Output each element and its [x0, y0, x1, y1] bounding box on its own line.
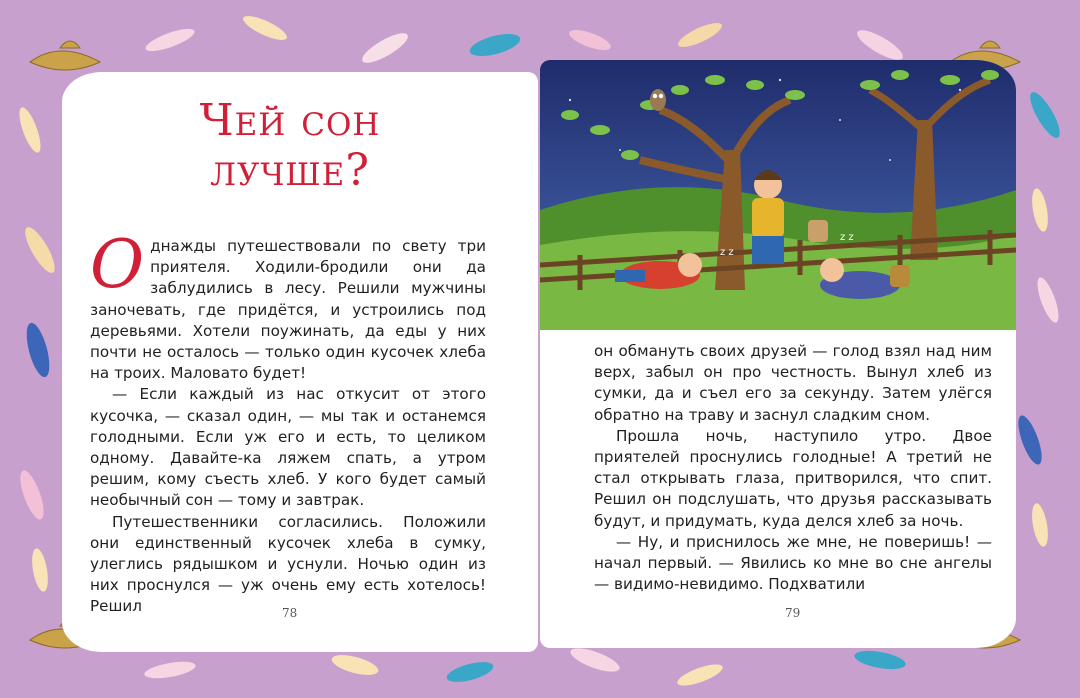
paragraph: Прошла ночь, наступило утро. Двое приятелей проснулись голодные! А третий не стал открывать глаза, притворился, что спит. Решил он подслушать, что друзья рассказывать будут, и придумать, куда делся хлеб за ночь. [594, 426, 992, 530]
paragraph: он обмануть своих друзей — голод взял над ним верх, забыл он про честность. Вынул хлеб из сумки, да и съел его за секунду. Затем улёгся обратно на траву и заснул сладким сном. [594, 342, 992, 424]
right-page-text [594, 341, 992, 595]
page-number-right: 79 [785, 606, 801, 620]
traveler-sitting [752, 170, 784, 264]
drop-cap: О [90, 226, 145, 303]
sleep-mark: z z [720, 247, 734, 258]
owl-icon [650, 89, 666, 111]
paragraph: — Если каждый из нас откусит от этого кусочка, — сказал один, — мы так и останемся голодными. Если уж его и есть, то целиком одному. Давайте-ка ляжем спать, а утром решим, кому съесть хлеб. У кого будет самый необычный сон — тому и завтрак. [90, 385, 486, 510]
night-scene-illustration [540, 60, 1016, 330]
title-line-2: лучше? [210, 145, 370, 196]
story-illustration [540, 60, 1016, 330]
left-page-text [90, 226, 486, 618]
paragraph-text: днажды путешествовали по свету три приятеля. Ходили-бродили они да заблудились в лесу. Решили мужчины заночевать, где придётся, и устроились под деревьями. Хотели поужинать, да еды у них почти не осталось — только один кусочек хлеба на троих. Маловато будет! [90, 237, 486, 383]
paragraph [90, 226, 486, 384]
page-number-left: 78 [282, 606, 298, 620]
title-line-1: Чей сон [199, 95, 381, 146]
paragraph: — Ну, и приснилось же мне, не поверишь! — начал первый. — Явились ко мне во сне ангелы — видимо-невидимо. Подхватили [594, 532, 992, 594]
story-title [180, 96, 400, 196]
sleep-mark: z z [840, 232, 854, 243]
paragraph: Путешественники согласились. Положили они единственный кусочек хлеба в сумку, улеглись рядышком и уснули. Ночью один из них проснулся — уж очень ему есть хотелось! Решил [90, 512, 486, 616]
